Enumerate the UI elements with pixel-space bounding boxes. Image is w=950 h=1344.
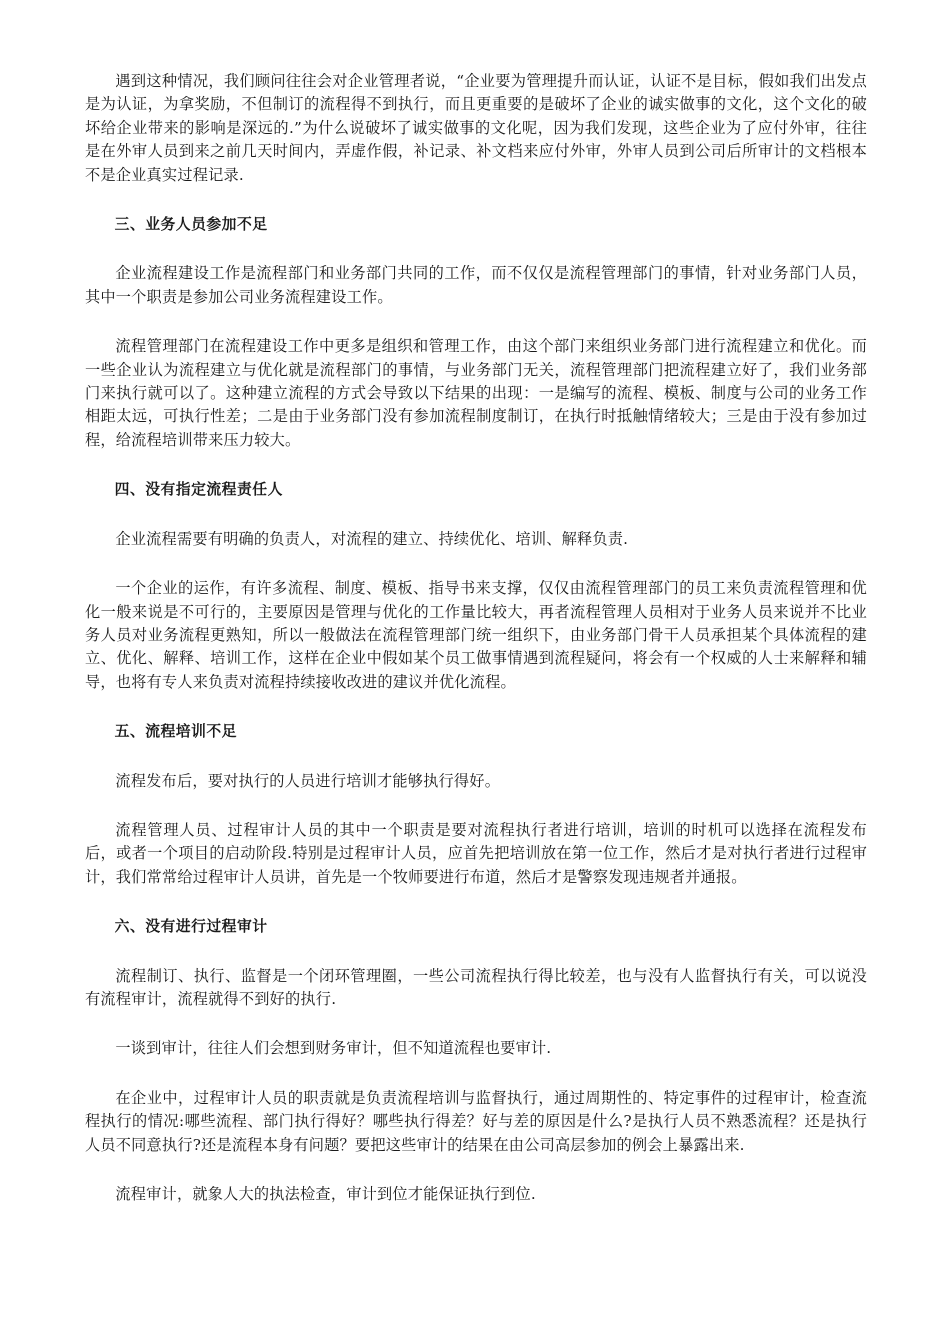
section-heading-3: 三、业务人员参加不足 bbox=[114, 216, 268, 234]
section-heading-5: 五、流程培训不足 bbox=[114, 723, 237, 741]
paragraph-audit-conclusion: 流程审计，就象人大的执法检查，审计到位才能保证执行到位. bbox=[115, 1185, 536, 1203]
paragraph-process-owner: 企业流程需要有明确的负责人，对流程的建立、持续优化、培训、解释负责. bbox=[115, 529, 629, 548]
document-page bbox=[85, 70, 867, 1232]
section-heading-6: 六、没有进行过程审计 bbox=[114, 918, 268, 936]
paragraph-financial-audit: 一谈到审计，往往人们会想到财务审计，但不知道流程也要审计. bbox=[115, 1039, 552, 1058]
paragraph-process-owner-detail: 一个企业的运作，有许多流程、制度、模板、指导书来支撑，仅仅由流程管理部门的员工来负责流程管理和优化一般来说是不可行的，主要原因是管理与优化的工作量比较大，再者流程管理人员相对于业务人员来说并不比业务人员对业务流程更熟知，所以一般做法在流程管理部门统一组织下，由业务部门骨干人员承担某个具体流程的建立、优化、解释、培训工作，这样在企业中假如某个员工做事情遇到流程疑问，将会有一个权威的人士来解释和辅导，也将有专人来负责对流程持续接收改进的建议并优化流程。 bbox=[85, 579, 867, 691]
paragraph-training-detail: 流程管理人员、过程审计人员的其中一个职责是要对流程执行者进行培训，培训的时机可以选择在流程发布后，或者一个项目的启动阶段.特别是过程审计人员，应首先把培训放在第一位工作，然后才是对执行者进行过程审计，我们常常给过程审计人员讲，首先是一个牧师要进行布道，然后才是警察发现违规者并通报。 bbox=[85, 820, 867, 886]
paragraph-training-intro: 流程发布后，要对执行的人员进行培训才能够执行得好。 bbox=[115, 771, 501, 790]
paragraph-auditor-duties: 在企业中，过程审计人员的职责就是负责流程培训与监督执行，通过周期性的、特定事件的过程审计，检查流程执行的情况:哪些流程、部门执行得好？哪些执行得差？好与差的原因是什么?是执行人员不熟悉流程？还是执行人员不同意执行?还是流程本身有问题？要把这些审计的结果在由公司高层参加的例会上暴露出来. bbox=[85, 1088, 867, 1154]
paragraph-business-participation: 企业流程建设工作是流程部门和业务部门共同的工作，而不仅仅是流程管理部门的事情，针对业务部门人员，其中一个职责是参加公司业务流程建设工作。 bbox=[85, 264, 867, 306]
paragraph-audit-integrity: 遇到这种情况，我们顾问往往会对企业管理者说，“企业要为管理提升而认证，认证不是目标，假如我们出发点是为认证，为拿奖励，不但制订的流程得不到执行，而且更重要的是破坏了企业的诚实做事的文化，这个文化的破坏给企业带来的影响是深远的.”为什么说破坏了诚实做事的文化呢，因为我们发现，这些企业为了应付外审，往往是在外审人员到来之前几天时间内，弄虚作假，补记录、补文档来应付外审，外审人员到公司后所审计的文档根本不是企业真实过程记录. bbox=[85, 72, 867, 184]
paragraph-process-department-role: 流程管理部门在流程建设工作中更多是组织和管理工作，由这个部门来组织业务部门进行流程建立和优化。而一些企业认为流程建立与优化就是流程部门的事情，与业务部门无关，流程管理部门把流程建立好了，我们业务部门来执行就可以了。这种建立流程的方式会导致以下结果的出现：一是编写的流程、模板、制度与公司的业务工作相距太远，可执行性差；二是由于业务部门没有参加流程制度制订，在执行时抵触情绪较大；三是由于没有参加过程，给流程培训带来压力较大。 bbox=[85, 337, 867, 449]
section-heading-4: 四、没有指定流程责任人 bbox=[114, 481, 283, 499]
paragraph-closed-loop: 流程制订、执行、监督是一个闭环管理圈，一些公司流程执行得比较差，也与没有人监督执行有关，可以说没有流程审计，流程就得不到好的执行. bbox=[85, 966, 867, 1008]
